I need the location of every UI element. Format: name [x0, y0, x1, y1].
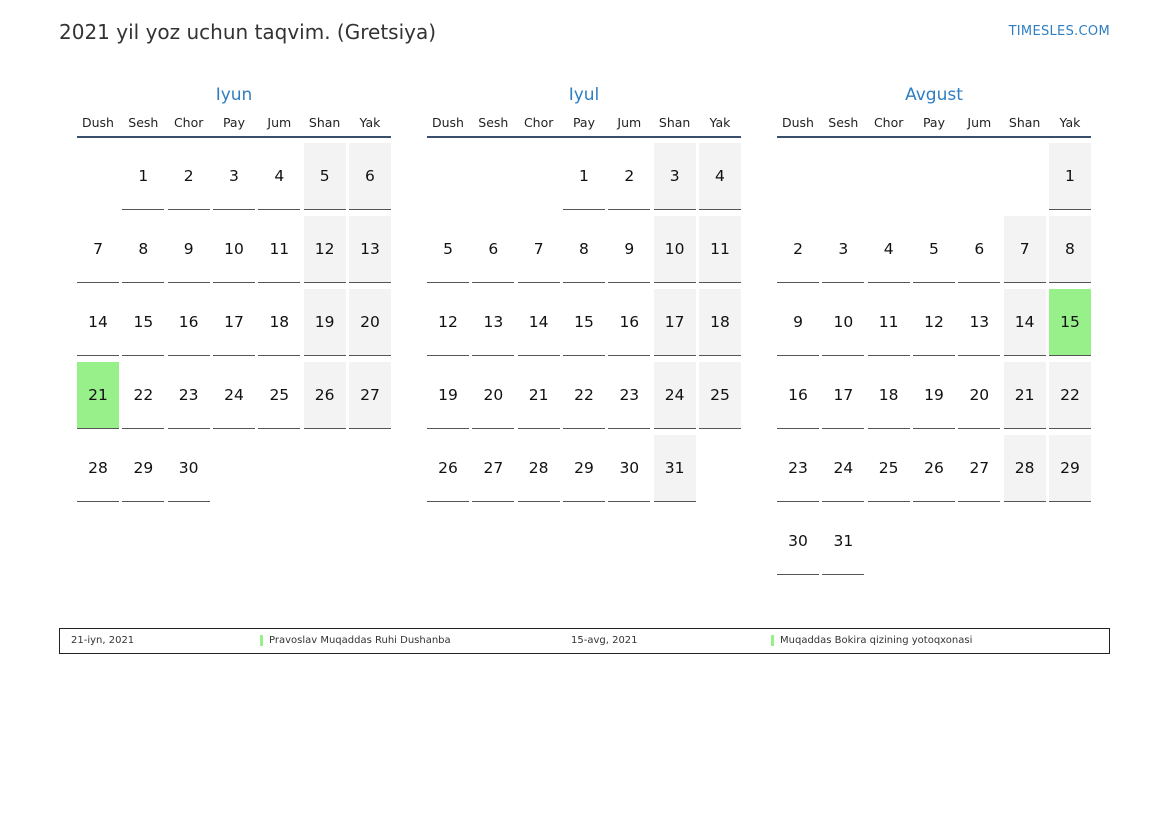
empty-cell	[518, 143, 560, 210]
day-cell[interactable]: 20	[958, 362, 1000, 429]
day-cell[interactable]: 23	[777, 435, 819, 502]
weekday-label: Shan	[308, 114, 341, 130]
week-row	[77, 216, 391, 283]
weekend-day-cell[interactable]: 22	[1049, 362, 1091, 429]
weekday-header	[777, 108, 1091, 138]
empty-cell	[868, 508, 910, 575]
day-cell[interactable]: 18	[868, 362, 910, 429]
weekend-day-cell[interactable]: 31	[654, 435, 696, 502]
empty-cell	[258, 435, 300, 502]
empty-cell	[349, 435, 391, 502]
day-cell[interactable]: 10	[822, 289, 864, 356]
day-cell[interactable]: 14	[518, 289, 560, 356]
day-cell[interactable]: 9	[777, 289, 819, 356]
weekday-label: Yak	[359, 114, 381, 130]
weekday-label: Chor	[873, 114, 904, 130]
brand-link[interactable]: TIMESLES.COM	[1008, 24, 1110, 39]
empty-cell	[1049, 508, 1091, 575]
legend-holiday-name: Muqaddas Bokira qizining yotoqxonasi	[780, 635, 973, 646]
week-row	[777, 362, 1091, 429]
day-cell[interactable]: 6	[472, 216, 514, 283]
week-row	[777, 435, 1091, 502]
day-cell[interactable]: 2	[608, 143, 650, 210]
day-cell[interactable]: 21	[518, 362, 560, 429]
empty-cell	[958, 143, 1000, 210]
day-cell[interactable]: 22	[122, 362, 164, 429]
legend-holiday-marker	[771, 635, 774, 646]
week-row	[77, 143, 391, 210]
week-row	[777, 143, 1091, 210]
day-cell[interactable]: 29	[122, 435, 164, 502]
weekday-label: Shan	[658, 114, 691, 130]
weekday-label: Pay	[222, 114, 245, 130]
weekend-day-cell[interactable]: 25	[699, 362, 741, 429]
day-cell[interactable]: 5	[913, 216, 955, 283]
day-cell[interactable]: 19	[427, 362, 469, 429]
day-cell[interactable]: 13	[472, 289, 514, 356]
week-row	[77, 435, 391, 502]
empty-cell	[958, 508, 1000, 575]
day-cell[interactable]: 16	[168, 289, 210, 356]
day-cell[interactable]: 15	[563, 289, 605, 356]
weekend-day-cell[interactable]: 4	[699, 143, 741, 210]
weekend-day-cell[interactable]: 1	[1049, 143, 1091, 210]
weekend-day-cell[interactable]: 6	[349, 143, 391, 210]
weekday-label: Yak	[1059, 114, 1081, 130]
weekend-day-cell[interactable]: 20	[349, 289, 391, 356]
day-cell[interactable]: 3	[822, 216, 864, 283]
weekend-day-cell[interactable]: 27	[349, 362, 391, 429]
day-cell[interactable]: 17	[822, 362, 864, 429]
weekend-day-cell[interactable]: 28	[1004, 435, 1046, 502]
empty-cell	[822, 143, 864, 210]
weekday-label: Sesh	[828, 114, 859, 130]
day-cell[interactable]: 4	[868, 216, 910, 283]
day-cell[interactable]: 17	[213, 289, 255, 356]
weekday-label: Jum	[617, 114, 642, 130]
day-cell[interactable]: 24	[822, 435, 864, 502]
day-cell[interactable]: 16	[777, 362, 819, 429]
day-cell[interactable]: 24	[213, 362, 255, 429]
empty-cell	[699, 435, 741, 502]
empty-cell	[213, 435, 255, 502]
weekday-header	[77, 108, 391, 138]
day-cell[interactable]: 28	[518, 435, 560, 502]
day-cell[interactable]: 23	[168, 362, 210, 429]
day-cell[interactable]: 23	[608, 362, 650, 429]
weekday-label: Chor	[523, 114, 554, 130]
day-cell[interactable]: 26	[427, 435, 469, 502]
weekend-day-cell[interactable]: 11	[699, 216, 741, 283]
month-name: Iyul	[568, 85, 600, 105]
holiday-day-cell[interactable]: 15	[1049, 289, 1091, 356]
day-cell[interactable]: 4	[258, 143, 300, 210]
month-iyul	[427, 84, 741, 508]
month-name: Iyun	[215, 85, 253, 105]
day-cell[interactable]: 10	[213, 216, 255, 283]
legend-date: 21-iyn, 2021	[71, 635, 135, 646]
empty-cell	[777, 143, 819, 210]
empty-cell	[1004, 143, 1046, 210]
day-cell[interactable]: 29	[563, 435, 605, 502]
legend-date: 15-avg, 2021	[571, 635, 638, 646]
empty-cell	[427, 143, 469, 210]
day-cell[interactable]: 19	[913, 362, 955, 429]
day-cell[interactable]: 25	[868, 435, 910, 502]
day-cell[interactable]: 13	[958, 289, 1000, 356]
week-row	[77, 289, 391, 356]
month-avgust	[777, 84, 1091, 581]
day-cell[interactable]: 18	[258, 289, 300, 356]
legend-holiday-marker	[260, 635, 263, 646]
weekday-label: Shan	[1008, 114, 1041, 130]
week-row	[427, 143, 741, 210]
day-cell[interactable]: 9	[608, 216, 650, 283]
day-cell[interactable]: 8	[122, 216, 164, 283]
weekend-day-cell[interactable]: 13	[349, 216, 391, 283]
day-cell[interactable]: 14	[77, 289, 119, 356]
week-row	[427, 289, 741, 356]
day-cell[interactable]: 12	[427, 289, 469, 356]
empty-cell	[472, 143, 514, 210]
weekday-header	[427, 108, 741, 138]
weekday-label: Sesh	[478, 114, 509, 130]
weekend-day-cell[interactable]: 3	[654, 143, 696, 210]
day-cell[interactable]: 3	[213, 143, 255, 210]
page-title: 2021 yil yoz uchun taqvim. (Gretsiya)	[59, 20, 437, 44]
week-row	[777, 289, 1091, 356]
day-cell[interactable]: 7	[77, 216, 119, 283]
weekday-label: Dush	[432, 114, 464, 130]
weekend-day-cell[interactable]: 12	[304, 216, 346, 283]
day-cell[interactable]: 26	[913, 435, 955, 502]
day-cell[interactable]: 6	[958, 216, 1000, 283]
empty-cell	[77, 143, 119, 210]
weekend-day-cell[interactable]: 18	[699, 289, 741, 356]
weekend-day-cell[interactable]: 29	[1049, 435, 1091, 502]
week-row	[777, 508, 1091, 575]
weekend-day-cell[interactable]: 7	[1004, 216, 1046, 283]
empty-cell	[304, 435, 346, 502]
weekday-label: Yak	[709, 114, 731, 130]
weekend-day-cell[interactable]: 21	[1004, 362, 1046, 429]
day-cell[interactable]: 12	[913, 289, 955, 356]
weekend-day-cell[interactable]: 5	[304, 143, 346, 210]
day-cell[interactable]: 11	[258, 216, 300, 283]
day-cell[interactable]: 2	[168, 143, 210, 210]
day-cell[interactable]: 28	[77, 435, 119, 502]
day-cell[interactable]: 31	[822, 508, 864, 575]
day-cell[interactable]: 25	[258, 362, 300, 429]
weekday-label: Dush	[82, 114, 114, 130]
legend-holiday-name: Pravoslav Muqaddas Ruhi Dushanba	[269, 635, 451, 646]
day-grid	[777, 143, 1091, 575]
holiday-day-cell[interactable]: 21	[77, 362, 119, 429]
day-cell[interactable]: 5	[427, 216, 469, 283]
weekend-day-cell[interactable]: 14	[1004, 289, 1046, 356]
day-cell[interactable]: 8	[563, 216, 605, 283]
day-cell[interactable]: 11	[868, 289, 910, 356]
day-cell[interactable]: 30	[608, 435, 650, 502]
day-cell[interactable]: 20	[472, 362, 514, 429]
day-cell[interactable]: 27	[958, 435, 1000, 502]
week-row	[427, 362, 741, 429]
month-iyun	[77, 84, 391, 508]
week-row	[77, 362, 391, 429]
weekend-day-cell[interactable]: 10	[654, 216, 696, 283]
weekday-label: Jum	[267, 114, 292, 130]
weekday-label: Pay	[922, 114, 945, 130]
day-cell[interactable]: 27	[472, 435, 514, 502]
weekend-day-cell[interactable]: 24	[654, 362, 696, 429]
week-row	[777, 216, 1091, 283]
day-cell[interactable]: 15	[122, 289, 164, 356]
month-name: Avgust	[905, 85, 963, 105]
day-cell[interactable]: 22	[563, 362, 605, 429]
weekend-day-cell[interactable]: 26	[304, 362, 346, 429]
day-cell[interactable]: 30	[168, 435, 210, 502]
weekend-day-cell[interactable]: 8	[1049, 216, 1091, 283]
day-grid	[77, 143, 391, 502]
day-cell[interactable]: 9	[168, 216, 210, 283]
empty-cell	[913, 508, 955, 575]
day-cell[interactable]: 16	[608, 289, 650, 356]
weekday-label: Sesh	[128, 114, 159, 130]
empty-cell	[913, 143, 955, 210]
empty-cell	[868, 143, 910, 210]
day-cell[interactable]: 2	[777, 216, 819, 283]
weekday-label: Jum	[967, 114, 992, 130]
weekday-label: Pay	[572, 114, 595, 130]
weekday-label: Chor	[173, 114, 204, 130]
day-cell[interactable]: 30	[777, 508, 819, 575]
weekend-day-cell[interactable]: 19	[304, 289, 346, 356]
weekday-label: Dush	[782, 114, 814, 130]
weekend-day-cell[interactable]: 17	[654, 289, 696, 356]
week-row	[427, 216, 741, 283]
week-row	[427, 435, 741, 502]
day-cell[interactable]: 7	[518, 216, 560, 283]
empty-cell	[1004, 508, 1046, 575]
day-cell[interactable]: 1	[563, 143, 605, 210]
day-cell[interactable]: 1	[122, 143, 164, 210]
day-grid	[427, 143, 741, 502]
holiday-legend	[59, 628, 1110, 654]
